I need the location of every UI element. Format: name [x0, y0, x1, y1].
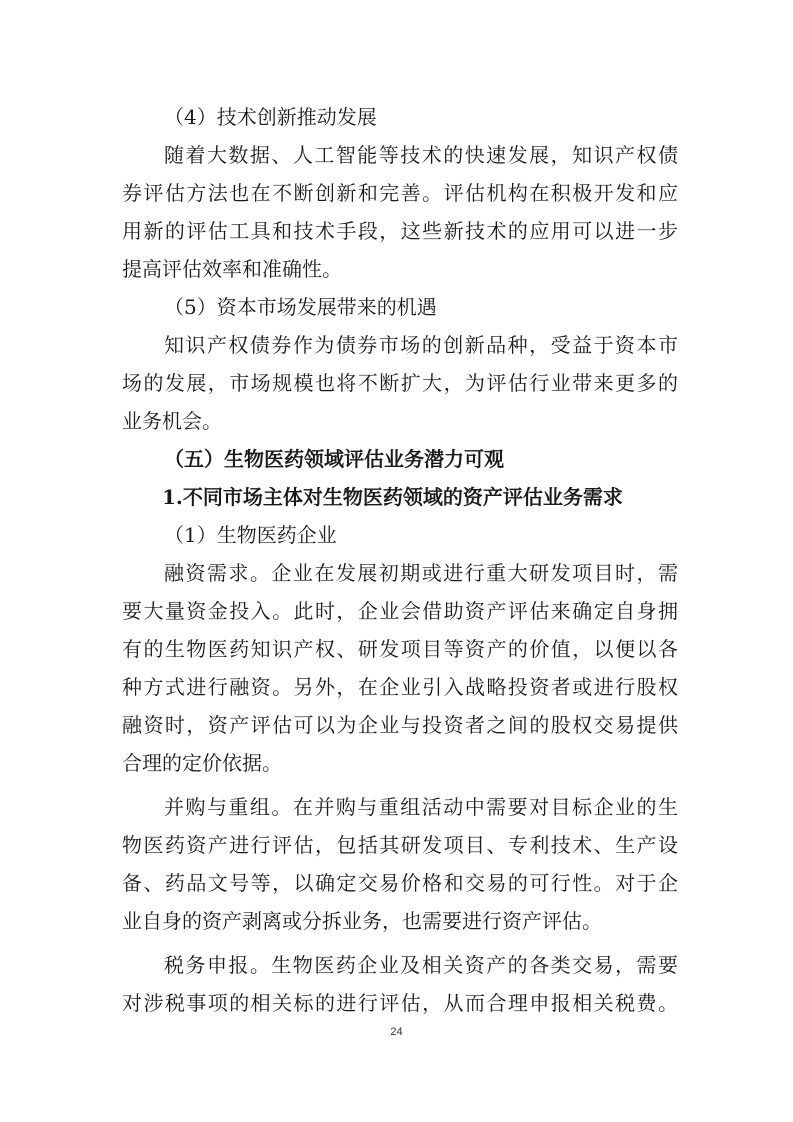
paragraph-line: 提高评估效率和准确性。	[122, 257, 342, 281]
paragraph-line: 场的发展，市场规模也将不断扩大，为评估行业带来更多的	[122, 371, 678, 395]
paragraph-line: 种方式进行融资。另外，在企业引入战略投资者或进行股权	[122, 675, 678, 699]
paragraph-line: 并购与重组。在并购与重组活动中需要对目标企业的生	[164, 795, 678, 819]
paragraph-line: 税务申报。生物医药企业及相关资产的各类交易，需要	[164, 953, 678, 977]
paragraph-line: 要大量资金投入。此时，企业会借助资产评估来确定自身拥	[122, 599, 678, 623]
paragraph-line: 知识产权债券作为债券市场的创新品种，受益于资本市	[164, 333, 678, 357]
subheading-biomedical-enterprises: （1）生物医药企业	[164, 523, 337, 547]
paragraph-line: 业务机会。	[122, 409, 222, 433]
paragraph-line: 合理的定价依据。	[122, 751, 282, 775]
paragraph-financing	[122, 554, 678, 782]
paragraph-line: 随着大数据、人工智能等技术的快速发展，知识产权债	[164, 143, 678, 167]
paragraph-line: 用新的评估工具和技术手段，这些新技术的应用可以进一步	[122, 219, 678, 243]
paragraph-line: 业自身的资产剥离或分拆业务，也需要进行资产评估。	[122, 909, 602, 933]
section-heading-biomedicine: （五）生物医药领域评估业务潜力可观	[164, 447, 504, 471]
page-number: 24	[390, 1026, 403, 1038]
paragraph-tech-innovation	[122, 136, 678, 288]
paragraph-capital-market	[122, 326, 678, 440]
paragraph-line: 有的生物医药知识产权、研发项目等资产的价值，以便以各	[122, 637, 678, 661]
paragraph-line: 物医药资产进行评估，包括其研发项目、专利技术、生产设	[122, 833, 678, 857]
paragraph-line: 券评估方法也在不断创新和完善。评估机构在积极开发和应	[122, 181, 678, 205]
document-body	[122, 98, 678, 1022]
paragraph-line: 备、药品文号等，以确定交易价格和交易的可行性。对于企	[122, 871, 678, 895]
paragraph-line: 融资需求。企业在发展初期或进行重大研发项目时，需	[164, 561, 678, 585]
subheading-capital-market: （5）资本市场发展带来的机遇	[164, 295, 437, 319]
subheading-tech-innovation: （4）技术创新推动发展	[164, 105, 377, 129]
paragraph-tax-filing	[122, 946, 678, 1022]
paragraph-mergers	[122, 788, 678, 940]
paragraph-line: 对涉税事项的相关标的进行评估，从而合理申报相关税费。	[122, 991, 678, 1015]
numbered-heading-market-demand: 1.不同市场主体对生物医药领域的资产评估业务需求	[162, 485, 623, 509]
paragraph-line: 融资时，资产评估可以为企业与投资者之间的股权交易提供	[122, 713, 678, 737]
